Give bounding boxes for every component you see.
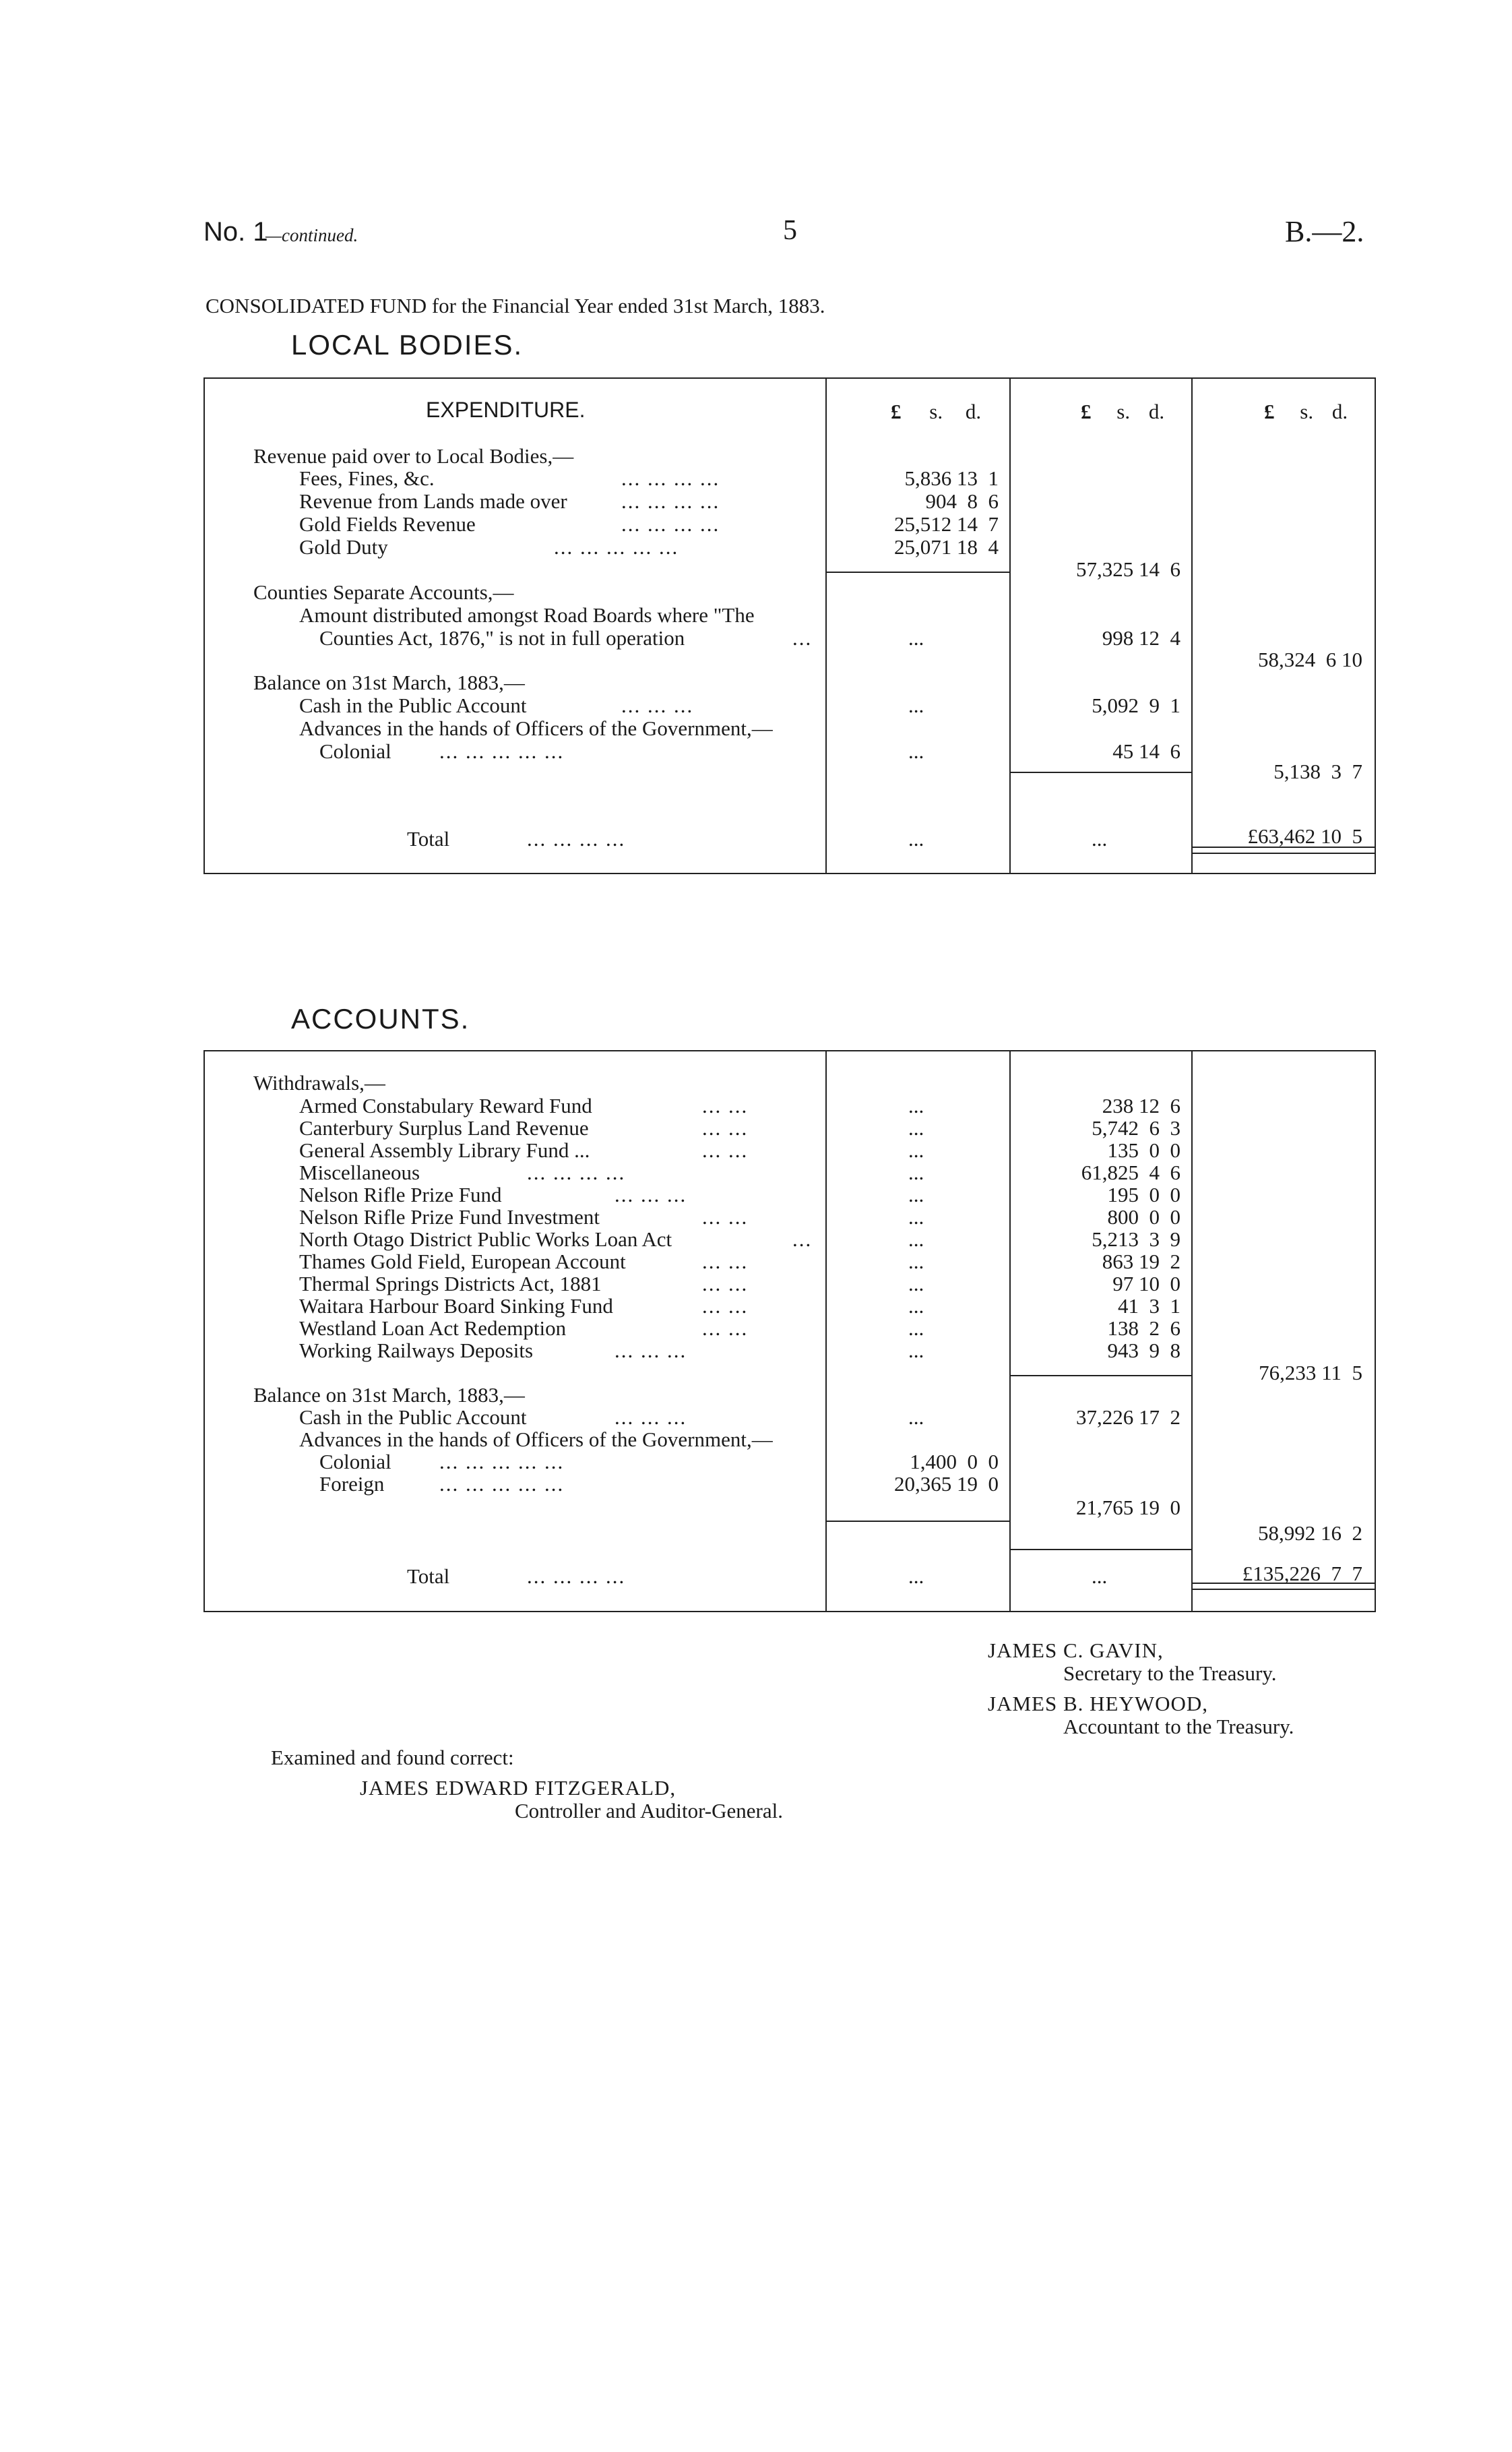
advances-subtotal: 21,765 19 0 <box>1076 1496 1180 1519</box>
total-col2: ... <box>1092 827 1108 851</box>
accounts-table <box>203 1050 1376 1616</box>
colonial-label: Colonial <box>319 739 391 763</box>
row-col1: ... <box>908 1116 924 1140</box>
row-col1: ... <box>908 1205 924 1229</box>
balance-total: 58,992 16 2 <box>1258 1521 1362 1545</box>
row-dots: ... ... <box>702 1116 749 1140</box>
row-label: Westland Loan Act Redemption <box>299 1316 567 1340</box>
cash-label: Cash in the Public Account <box>299 694 527 717</box>
row-col1: ... <box>908 1183 924 1206</box>
document-number: No. 1 <box>203 217 268 247</box>
cash-amount: 5,092 9 1 <box>1092 694 1180 717</box>
row-amount: 138 2 6 <box>1107 1316 1180 1340</box>
cash-amount: 37,226 17 2 <box>1076 1405 1180 1429</box>
row-amount: 61,825 4 6 <box>1081 1161 1180 1184</box>
running-header <box>203 217 1376 251</box>
row-dots: ... ... ... ... ... <box>439 1450 565 1473</box>
total-col1: ... <box>908 827 924 851</box>
balance-total: 5,138 3 7 <box>1273 760 1362 783</box>
row-col1: ... <box>908 1294 924 1318</box>
row-amount: 800 0 0 <box>1107 1205 1180 1229</box>
row-dots: ... <box>792 626 813 650</box>
grand-total: £135,226 7 7 <box>1242 1562 1362 1585</box>
revenue-subtotal: 57,325 14 6 <box>1076 557 1180 581</box>
row-dots: ... ... ... ... <box>621 466 720 490</box>
signature-fitzgerald-name: JAMES EDWARD FITZGERALD, <box>360 1776 676 1800</box>
row-dots: ... ... <box>702 1250 749 1273</box>
foreign-label: Foreign <box>319 1472 385 1496</box>
row-amount: 25,071 18 4 <box>894 535 999 559</box>
row-amount: 5,742 6 3 <box>1092 1116 1180 1140</box>
row-amount: 97 10 0 <box>1112 1272 1180 1295</box>
section-title-accounts: ACCOUNTS. <box>291 1003 470 1035</box>
row-col1: ... <box>908 1272 924 1295</box>
signature-gavin-title: Secretary to the Treasury. <box>1063 1661 1277 1685</box>
row-dots: ... ... <box>702 1316 749 1340</box>
row-label: General Assembly Library Fund ... <box>299 1138 590 1162</box>
row-dots: ... ... ... ... <box>527 1564 626 1588</box>
advances-label: Advances in the hands of Officers of the Government,— <box>299 1428 773 1451</box>
foreign-amount: 20,365 19 0 <box>894 1472 999 1496</box>
row-label: Armed Constabulary Reward Fund <box>299 1094 592 1117</box>
row-amount: 41 3 1 <box>1118 1294 1180 1318</box>
row-dots: ... ... ... <box>615 1405 687 1429</box>
row-col1: ... <box>908 1094 924 1117</box>
balance-heading: Balance on 31st March, 1883,— <box>253 1383 525 1407</box>
expenditure-heading: EXPENDITURE. <box>426 398 586 422</box>
row-dots: ... ... ... ... ... <box>439 739 565 763</box>
row-dots: ... <box>792 1227 813 1251</box>
row-amount: 25,512 14 7 <box>894 512 999 536</box>
colonial-amount: 45 14 6 <box>1112 739 1180 763</box>
total-col2: ... <box>1092 1564 1108 1588</box>
page-number: 5 <box>783 215 797 246</box>
pound-symbol: £ <box>891 400 902 423</box>
row-col1: ... <box>908 1316 924 1340</box>
row-label: Gold Fields Revenue <box>299 512 476 536</box>
row-label: Waitara Harbour Board Sinking Fund <box>299 1294 613 1318</box>
row-dots: ... ... <box>702 1205 749 1229</box>
signature-heywood-title: Accountant to the Treasury. <box>1063 1715 1294 1738</box>
continued-label: —continued. <box>265 225 358 245</box>
counties-col1: ... <box>908 626 924 650</box>
col3-header: £ s. d. <box>1264 400 1348 423</box>
row-dots: ... ... ... <box>621 694 694 717</box>
row-amount: 904 8 6 <box>925 489 999 513</box>
cash-label: Cash in the Public Account <box>299 1405 527 1429</box>
revenue-heading: Revenue paid over to Local Bodies,— <box>253 444 574 468</box>
row-col1: ... <box>908 1227 924 1251</box>
signature-heywood-name: JAMES B. HEYWOOD, <box>988 1692 1208 1715</box>
row-amount: 195 0 0 <box>1107 1183 1180 1206</box>
row-col1: ... <box>908 1161 924 1184</box>
colonial-col1: ... <box>908 739 924 763</box>
total-label: Total <box>407 827 450 851</box>
row-amount: 5,836 13 1 <box>904 466 999 490</box>
row-label: Thames Gold Field, European Account <box>299 1250 626 1273</box>
row-label: Gold Duty <box>299 535 388 559</box>
row-col1: ... <box>908 1138 924 1162</box>
row-amount: 238 12 6 <box>1102 1094 1180 1117</box>
row-dots: ... ... ... ... <box>621 512 720 536</box>
row-amount: 135 0 0 <box>1107 1138 1180 1162</box>
counties-line-1: Amount distributed amongst Road Boards where "The <box>299 603 755 627</box>
row-col1: ... <box>908 1339 924 1362</box>
row-label: Canterbury Surplus Land Revenue <box>299 1116 589 1140</box>
balance-heading: Balance on 31st March, 1883,— <box>253 671 525 694</box>
row-label: Miscellaneous <box>299 1161 420 1184</box>
row-dots: ... ... ... ... ... <box>554 535 679 559</box>
total-col1: ... <box>908 1564 924 1588</box>
examined-note: Examined and found correct: <box>271 1746 514 1769</box>
col1-header: £ s. d. <box>891 400 982 423</box>
section-title-local-bodies: LOCAL BODIES. <box>291 329 524 361</box>
row-dots: ... ... ... ... <box>527 827 626 851</box>
grand-total: £63,462 10 5 <box>1247 824 1362 848</box>
counties-amount: 998 12 4 <box>1102 626 1180 650</box>
total-label: Total <box>407 1564 450 1588</box>
counties-line-2: Counties Act, 1876," is not in full operation <box>319 626 685 650</box>
signature-gavin-name: JAMES C. GAVIN, <box>988 1638 1164 1662</box>
row-dots: ... ... ... <box>615 1183 687 1206</box>
row-label: Revenue from Lands made over <box>299 489 567 513</box>
colonial-label: Colonial <box>319 1450 391 1473</box>
row-dots: ... ... <box>702 1272 749 1295</box>
cash-col1: ... <box>908 694 924 717</box>
row-dots: ... ... ... <box>615 1339 687 1362</box>
cash-col1: ... <box>908 1405 924 1429</box>
advances-label: Advances in the hands of Officers of the Government,— <box>299 716 773 740</box>
row-dots: ... ... <box>702 1094 749 1117</box>
row-label: Working Railways Deposits <box>299 1339 534 1362</box>
colonial-amount: 1,400 0 0 <box>910 1450 999 1473</box>
row-col1: ... <box>908 1250 924 1273</box>
local-bodies-table <box>203 377 1376 876</box>
row-label: Thermal Springs Districts Act, 1881 <box>299 1272 602 1295</box>
fund-title: CONSOLIDATED FUND for the Financial Year ended 31st March, 1883. <box>206 294 825 317</box>
row-dots: ... ... <box>702 1138 749 1162</box>
withdrawals-heading: Withdrawals,— <box>253 1071 385 1095</box>
row-label: Fees, Fines, &c. <box>299 466 435 490</box>
signature-fitzgerald-title: Controller and Auditor-General. <box>515 1799 783 1822</box>
row-dots: ... ... ... ... <box>621 489 720 513</box>
row-dots: ... ... ... ... <box>527 1161 626 1184</box>
row-dots: ... ... ... ... ... <box>439 1472 565 1496</box>
row-amount: 5,213 3 9 <box>1092 1227 1180 1251</box>
counties-heading: Counties Separate Accounts,— <box>253 580 514 604</box>
expenditure-total: 58,324 6 10 <box>1258 648 1362 671</box>
row-label: Nelson Rifle Prize Fund Investment <box>299 1205 600 1229</box>
row-dots: ... ... <box>702 1294 749 1318</box>
paper-code: B.—2. <box>1285 215 1364 248</box>
row-amount: 863 19 2 <box>1102 1250 1180 1273</box>
row-amount: 943 9 8 <box>1107 1339 1180 1362</box>
col2-header: £ s. d. <box>1081 400 1165 423</box>
row-label: North Otago District Public Works Loan Act <box>299 1227 672 1251</box>
row-label: Nelson Rifle Prize Fund <box>299 1183 502 1206</box>
withdrawals-total: 76,233 11 5 <box>1259 1361 1362 1384</box>
